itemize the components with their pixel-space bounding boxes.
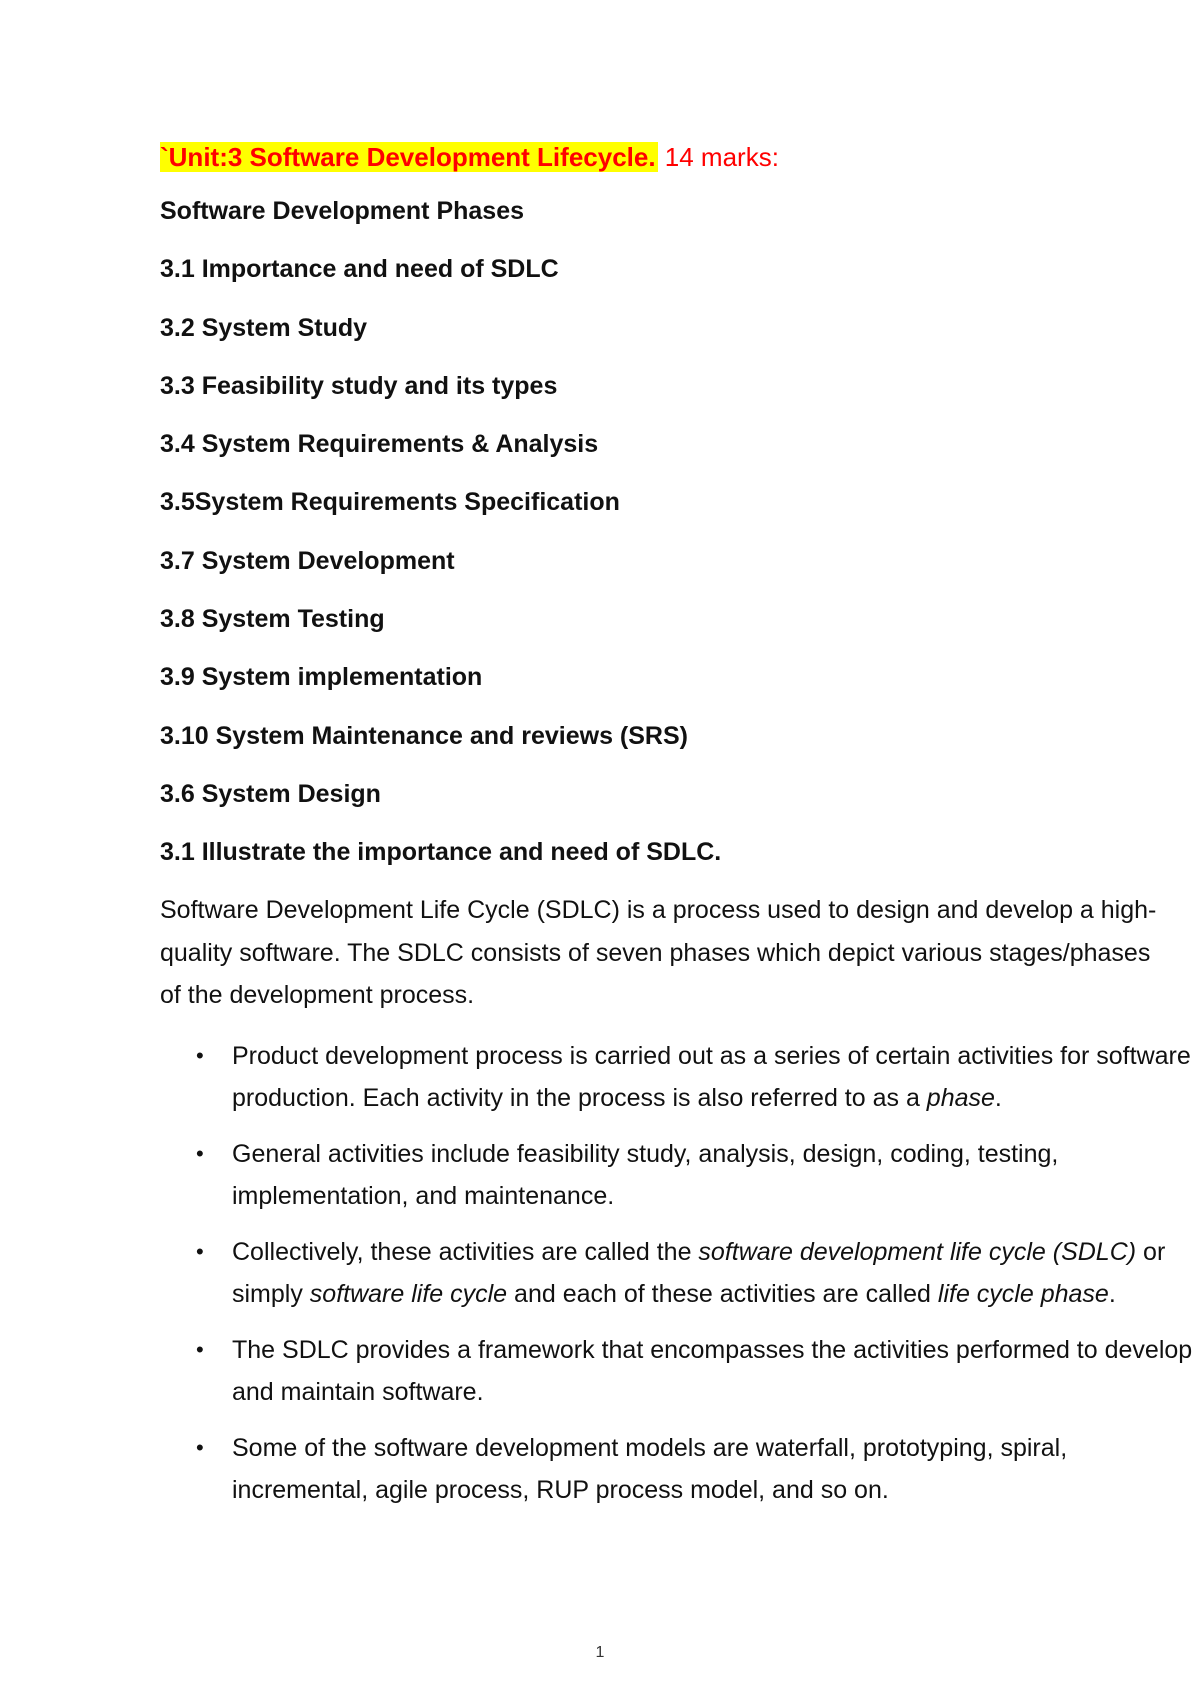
page-number: 1 (595, 1644, 605, 1661)
topic-item: 3.10 System Maintenance and reviews (SRS) (160, 721, 688, 750)
bullet-icon: • (196, 1141, 204, 1166)
unit-heading (160, 139, 779, 175)
bullet-icon: • (196, 1435, 204, 1460)
bullet-icon: • (196, 1043, 204, 1068)
bullet-icon: • (196, 1239, 204, 1264)
topic-list (160, 196, 721, 896)
bullet-item: • Product development process is carried out as a series of certain activities for software production. Each activity in the process is also referred to as a phase. (160, 1035, 1200, 1119)
topic-item: 3.7 System Development (160, 546, 455, 575)
bullet-item: • Some of the software development models are waterfall, prototyping, spiral, incremental, agile process, RUP process model, and so on. (160, 1427, 1200, 1511)
topic-item: 3.1 Importance and need of SDLC (160, 255, 559, 284)
bullet-item: • The SDLC provides a framework that encompasses the activities performed to develop and maintain software. (160, 1329, 1200, 1413)
bullet-icon: • (196, 1337, 204, 1362)
topic-item: 3.6 System Design (160, 779, 381, 808)
topic-item: 3.4 System Requirements & Analysis (160, 430, 599, 459)
topic-item: 3.3 Feasibility study and its types (160, 371, 558, 400)
unit-title-highlight: `Unit:3 Software Development Lifecycle. (160, 142, 656, 172)
bullet-item: • General activities include feasibility study, analysis, design, coding, testing, implementation, and maintenance. (160, 1133, 1200, 1217)
topic-item: 3.9 System implementation (160, 663, 483, 692)
topic-item: 3.8 System Testing (160, 605, 385, 634)
bullet-list (160, 1035, 1200, 1525)
intro-paragraph: Software Development Life Cycle (SDLC) is a process used to design and develop a high-quality software. The SDLC consists of seven phases which depict various stages/phases of the development process. (160, 896, 1157, 1009)
topic-item: Software Development Phases (160, 197, 525, 225)
unit-marks: 14 marks: (657, 142, 779, 172)
topic-item: 3.5System Requirements Specification (160, 488, 620, 517)
section-heading: 3.1 Illustrate the importance and need of SDLC. (160, 838, 722, 867)
topic-item: 3.2 System Study (160, 313, 368, 342)
bullet-item: • Collectively, these activities are called the software development life cycle (SDLC) or simply software life cycle and each of these activities are called life cycle phase. (160, 1231, 1200, 1315)
